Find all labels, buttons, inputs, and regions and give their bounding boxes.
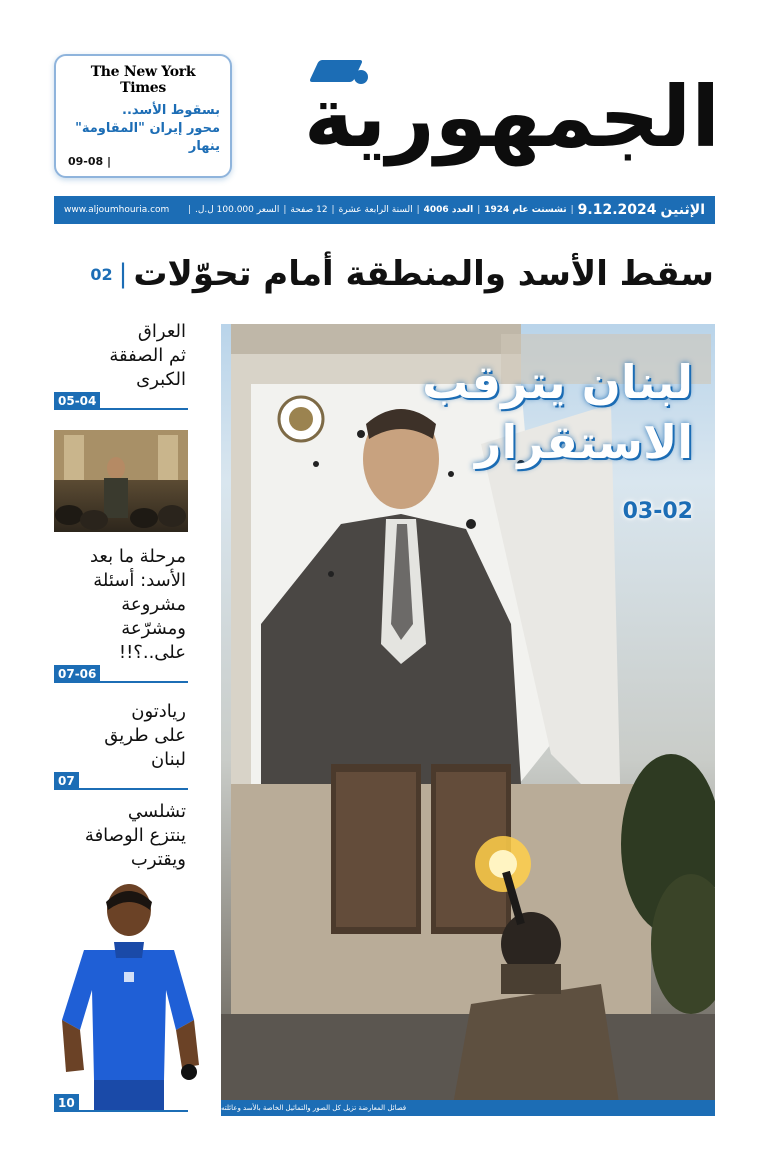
date-bar-meta: الإثنين 9.12.2024 | تشسنت عام 1924 | العدد 4006 | السنة الرابعة عشرة | 12 صفحة | السعر 100.000 ل.ل. | <box>187 202 705 218</box>
photo-headline-line2: الاستقرار <box>474 415 693 469</box>
date-bar <box>54 196 715 224</box>
sidebar-story-line: ينتزع الوصافة <box>84 825 186 846</box>
photo-page-number: 03-02 <box>622 499 693 524</box>
sidebar-story-line: ريادتون <box>131 701 186 722</box>
sidebar-story-line: الأسد: أسئلة <box>93 570 186 591</box>
sidebar-page-number: 07 <box>54 772 79 790</box>
sidebar-page-number: 10 <box>54 1094 79 1112</box>
sidebar-thumbnail-photo[interactable] <box>54 430 188 532</box>
price: السعر 100.000 ل.ل. <box>195 205 280 215</box>
sidebar-story-line: تشلسي <box>127 801 186 822</box>
sidebar-story-line: على..؟!! <box>118 642 186 663</box>
photo-headline <box>422 352 693 472</box>
nyt-page-number: 09-08 | <box>68 155 112 168</box>
sidebar-page-marker <box>54 392 188 410</box>
nyt-headline-line1: بسقوط الأسد.. <box>122 103 220 118</box>
main-headline-page: 02 <box>90 264 113 284</box>
sidebar-story-line: ثم الصفقة <box>109 345 186 366</box>
sidebar-story-pioneers[interactable] <box>54 700 188 790</box>
sidebar-story-line: ومشرّعة <box>121 618 186 639</box>
sidebar-page-marker <box>54 665 188 683</box>
player-illustration <box>54 880 204 1112</box>
page-count: 12 صفحة <box>290 205 328 215</box>
date-hijri: تشسنت عام 1924 <box>484 205 567 215</box>
sidebar-story-line: مرحلة ما بعد <box>89 546 186 567</box>
sidebar-page-marker <box>54 772 188 790</box>
sidebar-story-iraq[interactable] <box>54 320 188 410</box>
sidebar-story-line: لبنان <box>150 749 186 770</box>
nyt-teaser-box[interactable] <box>54 54 232 178</box>
issue-number: العدد 4006 <box>423 205 474 215</box>
main-headline-text: سقط الأسد والمنطقة أمام تحوّلات <box>133 254 714 294</box>
publication-year: السنة الرابعة عشرة <box>338 205 413 215</box>
sidebar-page-number: 07-06 <box>54 665 100 683</box>
nyt-headline-line3: ينهار <box>188 139 220 154</box>
main-headline[interactable]: سقط الأسد والمنطقة أمام تحوّلات | 02 <box>90 254 714 294</box>
nyt-headline-line2: محور إيران "المقاومة" <box>75 121 220 136</box>
nyt-logo: The New York Times <box>90 64 196 96</box>
sidebar-page-number: 05-04 <box>54 392 100 410</box>
sidebar-page-marker <box>54 1094 188 1112</box>
sidebar-story-line: على طريق <box>104 725 186 746</box>
football-player-photo[interactable] <box>54 880 204 1112</box>
sidebar-story-line: ويقترب <box>130 849 186 870</box>
lead-photo[interactable] <box>221 324 715 1116</box>
sidebar-story-post-assad[interactable] <box>54 545 188 683</box>
thumbnail-illustration <box>54 430 188 532</box>
date-value: 9.12.2024 <box>577 202 657 218</box>
masthead-title: الجمهورية <box>303 68 720 166</box>
sidebar-story-line: العراق <box>137 321 186 342</box>
website-link[interactable]: www.aljoumhouria.com <box>64 205 170 215</box>
photo-caption: فصائل المعارضة تزيل كل الصور والتماثيل الخاصة بالأسد وعائلته <box>221 1100 715 1116</box>
date-day: الإثنين <box>660 202 705 218</box>
masthead <box>300 58 720 178</box>
sidebar-story-chelsea[interactable] <box>54 800 188 872</box>
photo-headline-line1: لبنان يترقب <box>422 355 693 409</box>
sidebar-story-line: مشروعة <box>121 594 186 615</box>
sidebar-story-line: الكبرى <box>136 369 186 390</box>
